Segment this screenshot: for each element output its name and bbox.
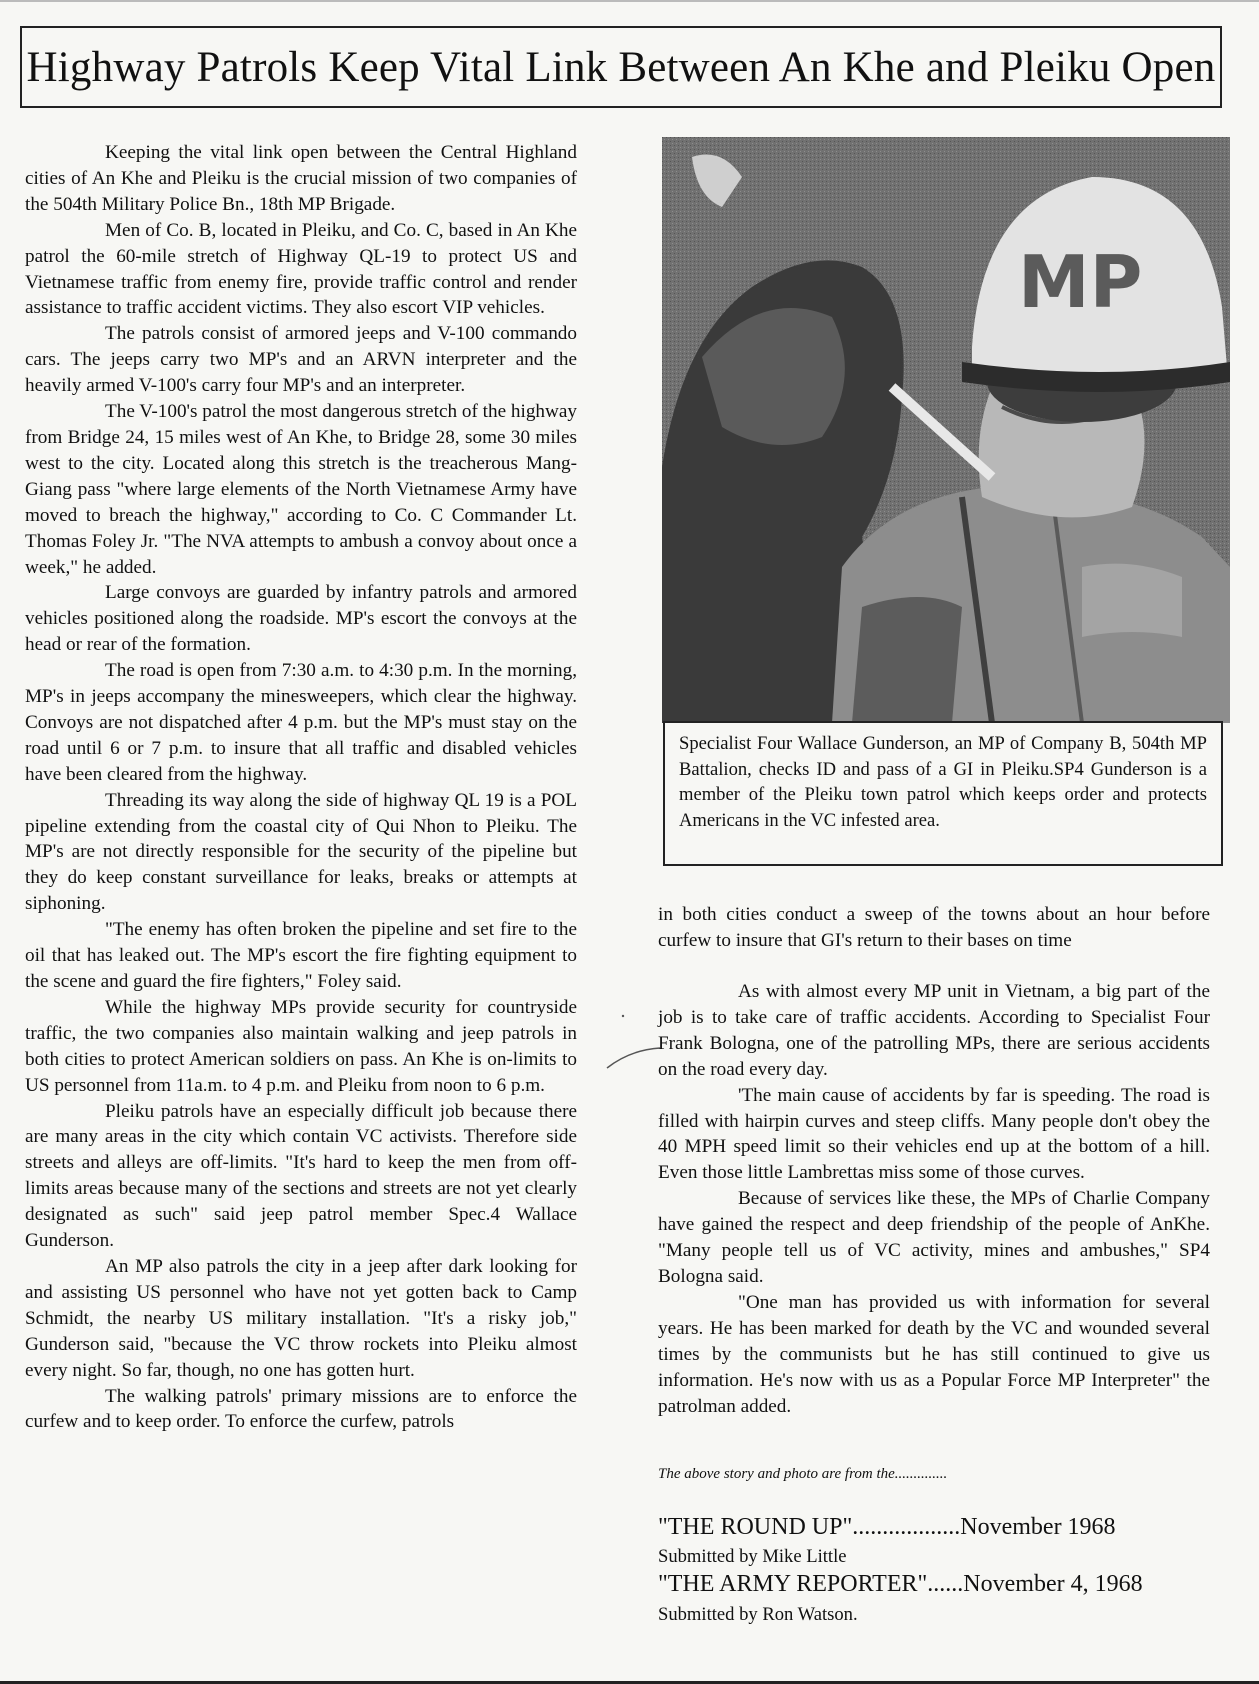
photo-illustration	[662, 137, 1230, 723]
paragraph: Men of Co. B, located in Pleiku, and Co. C, based in An Khe patrol the 60-mile stretch of Highway QL-19 to protect US and Vietnamese traffic from enemy fire, provide traffic control and render assistance to traffic accident victims. They also escort VIP vehicles.	[25, 219, 577, 319]
credits-intro: The above story and photo are from the..............	[658, 1466, 948, 1482]
paragraph: The V-100's patrol the most dangerous stretch of the highway from Bridge 24, 15 miles west of An Khe, to Bridge 28, some 30 miles west to the city. Located along this stretch is the treacherous Mang-Giang pass "where large elements of the North Vietnamese Army have moved to breach the highway," according to Co. C Commander Lt. Thomas Foley Jr. "The NVA attempts to ambush a convoy about once a week," he added.	[25, 401, 577, 578]
photo-caption: Specialist Four Wallace Gunderson, an MP of Company B, 504th MP Battalion, checks ID and pass of a GI in Pleiku.SP4 Gunderson is a member of the Pleiku town patrol which keeps order and protects Americans in the VC infested area.	[663, 721, 1223, 866]
source-submitter: Submitted by Ron Watson.	[658, 1604, 858, 1625]
paragraph: While the highway MPs provide security for countryside traffic, the two companies also maintain walking and jeep patrols in both cities to protect American soldiers on pass. An Khe is on-limits to US personnel from 11a.m. to 4 p.m. and Pleiku from noon to 6 p.m.	[25, 996, 577, 1096]
pen-mark-icon	[605, 1010, 665, 1070]
source-submitter: Submitted by Mike Little	[658, 1546, 847, 1567]
photo-mp-soldiers	[662, 137, 1230, 723]
source-publication: "THE ARMY REPORTER"......November 4, 1968	[658, 1571, 1143, 1597]
paragraph: 'The main cause of accidents by far is speeding. The road is filled with hairpin curves and steep cliffs. Many people don't obey the 40 MPH speed limit so their vehicles end up at the bottom of a hill. Even those little Lambrettas miss some of those curves.	[658, 1084, 1210, 1184]
paragraph: in both cities conduct a sweep of the towns about an hour before curfew to insure that GI's return to their bases on time	[658, 904, 1210, 951]
paragraph: Large convoys are guarded by infantry patrols and armored vehicles positioned along the roadside. MP's escort the convoys at the head or rear of the formation.	[25, 582, 577, 656]
right-column	[658, 979, 1210, 1419]
paragraph: Keeping the vital link open between the Central Highland cities of An Khe and Pleiku is the crucial mission of two companies of the 504th Military Police Bn., 18th MP Brigade.	[25, 142, 577, 215]
paragraph: The patrols consist of armored jeeps and V-100 commando cars. The jeeps carry two MP's and an ARVN interpreter and the heavily armed V-100's carry four MP's and an interpreter.	[25, 323, 577, 397]
paragraph: Threading its way along the side of highway QL 19 is a POL pipeline extending from the coastal city of Qui Nhon to Pleiku. The MP's are not directly responsible for the security of the pipeline but they do keep constant surveillance for leaks, breaks or attempts at siphoning.	[25, 789, 577, 915]
paragraph: The walking patrols' primary missions are to enforce the curfew and to keep order. To enforce the curfew, patrols	[25, 1385, 577, 1433]
paragraph: Because of services like these, the MPs of Charlie Company have gained the respect and deep friendship of the people of AnKhe. "Many people tell us of VC activity, mines and ambushes," SP4 Bologna said.	[658, 1188, 1210, 1287]
left-column	[25, 140, 577, 1435]
paragraph: As with almost every MP unit in Vietnam, a big part of the job is to take care of traffic accidents. According to Specialist Four Frank Bologna, one of the patrolling MPs, there are serious accidents on the road every day.	[658, 981, 1210, 1080]
helmet-text: MP	[1018, 240, 1143, 324]
source-publication: "THE ROUND UP"..................November 1968	[658, 1514, 1116, 1540]
paragraph: "One man has provided us with information for several years. He has been marked for death by the VC and wounded several times by the communists but he has still continued to give us information. He's now with us as a Popular Force MP Interpreter" the patrolman added.	[658, 1291, 1210, 1417]
paragraph: Pleiku patrols have an especially difficult job because there are many areas in the city which contain VC activists. Therefore side streets and alleys are off-limits. "It's hard to keep the men from off-limits areas because many of the sections and streets are not yet clearly designated as such" said jeep patrol member Spec.4 Wallace Gunderson.	[25, 1100, 577, 1252]
headline-box	[20, 26, 1222, 108]
headline: Highway Patrols Keep Vital Link Between An Khe and Pleiku Open	[26, 43, 1216, 91]
paragraph: An MP also patrols the city in a jeep after dark looking for and assisting US personnel who have not yet gotten back to Camp Schmidt, the nearby US military installation. "It's a risky job," Gunderson said, "because the VC throw rockets into Pleiku almost every night. So far, though, no one has gotten hurt.	[25, 1255, 577, 1381]
paragraph: The road is open from 7:30 a.m. to 4:30 p.m. In the morning, MP's in jeeps accompany the minesweepers, which clear the highway. Convoys are not dispatched after 4 p.m. but the MP's must stay on the road until 6 or 7 p.m. to insure that all traffic and disabled vehicles have been cleared from the highway.	[25, 660, 577, 785]
right-column-continuation	[658, 902, 1210, 954]
paragraph: "The enemy has often broken the pipeline and set fire to the oil that has leaked out. The MP's escort the fire fighting equipment to the scene and guard the fire fighters," Foley said.	[25, 919, 577, 992]
